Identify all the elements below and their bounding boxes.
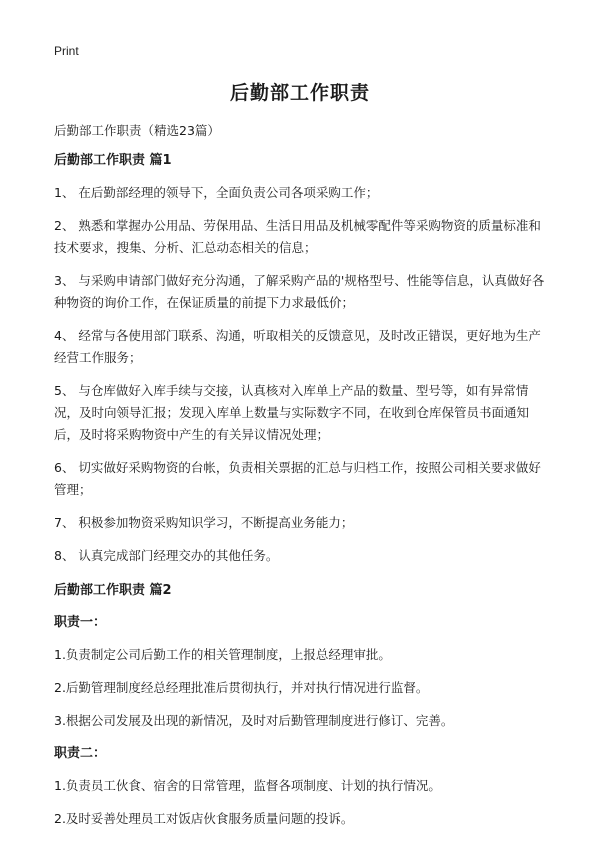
list-item: 1、 在后勤部经理的领导下，全面负责公司各项采购工作； [54,185,379,200]
section-heading-1: 后勤部工作职责 篇1 [54,153,172,168]
list-item: 3.根据公司发展及出现的新情况，及时对后勤管理制度进行修订、完善。 [54,713,454,728]
list-item: 2.后勤管理制度经总经理批准后贯彻执行，并对执行情况进行监督。 [54,680,429,695]
document-subtitle: 后勤部工作职责（精选23篇） [54,123,220,138]
print-label: Print [54,44,79,58]
list-item: 4、 经常与各使用部门联系、沟通，听取相关的反馈意见，及时改正错误，更好地为生产经营工作服务； [54,328,541,365]
document-body [54,120,550,841]
page-title: 后勤部工作职责 [229,82,370,104]
duty-heading-1: 职责一： [54,615,107,630]
list-item: 8、 认真完成部门经理交办的其他任务。 [54,548,279,563]
section-heading-2: 后勤部工作职责 篇2 [54,583,172,598]
list-item: 7、 积极参加物资采购知识学习，不断提高业务能力； [54,515,354,530]
duty-heading-2: 职责二： [54,746,107,761]
list-item: 1.负责员工伙食、宿舍的日常管理，监督各项制度、计划的执行情况。 [54,778,441,793]
list-item: 3、 与采购申请部门做好充分沟通，了解采购产品的'规格型号、性能等信息，认真做好各种物资的询价工作，在保证质量的前提下力求最低价； [54,273,545,310]
list-item: 6、 切实做好采购物资的台帐，负责相关票据的汇总与归档工作，按照公司相关要求做好管理； [54,460,541,497]
list-item: 2、 熟悉和掌握办公用品、劳保用品、生活日用品及机械零配件等采购物资的质量标准和技术要求，搜集、分析、汇总动态相关的信息； [54,218,541,255]
list-item: 5、 与仓库做好入库手续与交接，认真核对入库单上产品的数量、型号等，如有异常情况，及时向领导汇报；发现入库单上数量与实际数字不同，在收到仓库保管员书面通知后，及时将采购物资中产生的有关异议情况处理； [54,383,530,442]
list-item: 1.负责制定公司后勤工作的相关管理制度，上报总经理审批。 [54,647,391,662]
list-item: 2.及时妥善处理员工对饭店伙食服务质量问题的投诉。 [54,811,354,826]
